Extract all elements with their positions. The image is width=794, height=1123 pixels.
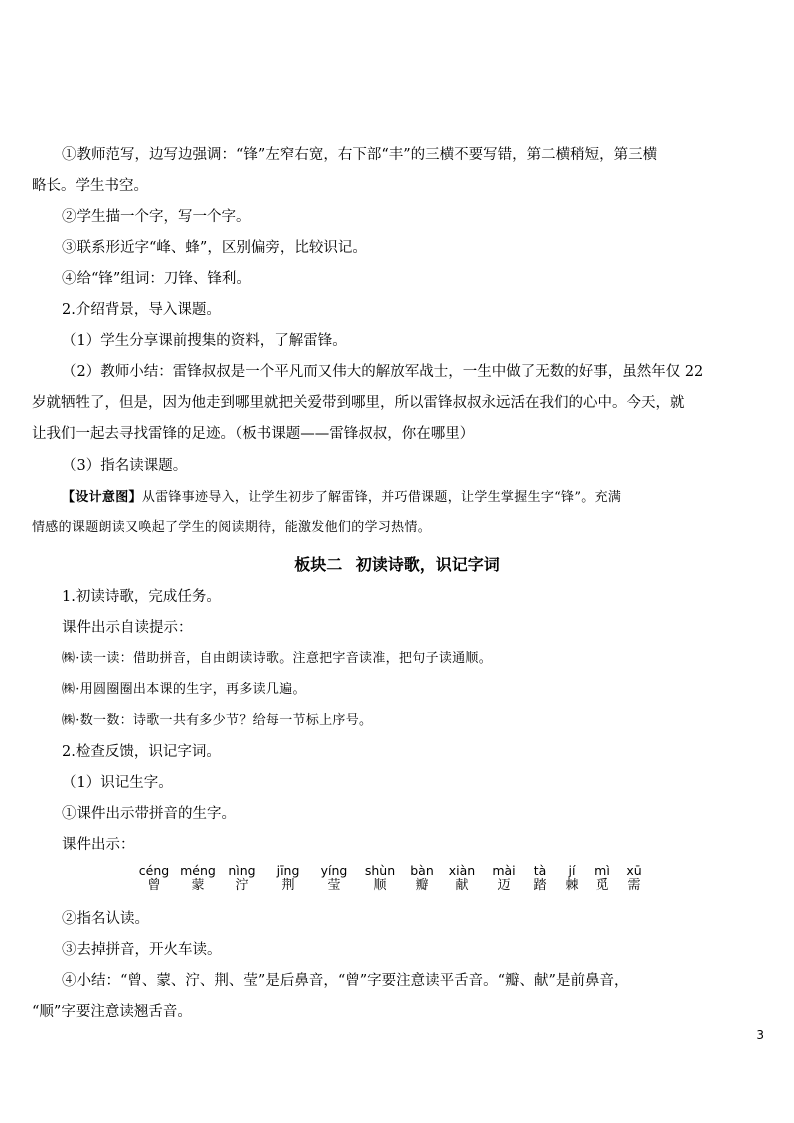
pinyin-character — [358, 864, 402, 893]
character-text: 瓣 — [415, 878, 429, 893]
paragraph-line: 2.介绍背景，导入课题。 — [62, 302, 221, 318]
design-intent-text: 从雷锋事迹导入，让学生初步了解雷锋，并巧借课题，让学生掌握生字“锋”。充满 — [141, 490, 622, 505]
pinyin-text: méng — [180, 863, 216, 878]
page-number: 3 — [756, 1028, 764, 1042]
paragraph-line: （2）教师小结：雷锋叔叔是一个平凡而又伟大的解放军战士，一生中做了无数的好事，虽然年仅 22 — [62, 364, 704, 380]
paragraph-line: ①课件出示带拼音的生字。 — [62, 806, 236, 822]
reading-tip: ㈱·用圆圈圈出本课的生字，再多读几遍。 — [62, 682, 306, 697]
pinyin-character — [400, 864, 444, 893]
pinyin-text: mì — [594, 863, 610, 878]
character-text: 曾 — [147, 878, 161, 893]
paragraph-line: ①教师范写，边写边强调：“锋”左窄右宽，右下部“丰”的三横不要写错，第二横稍短，第三横 — [62, 147, 658, 163]
character-text: 需 — [627, 878, 641, 893]
character-text: 荆 — [281, 878, 295, 893]
pinyin-text: nìng — [228, 863, 256, 878]
section-heading — [0, 552, 794, 575]
pinyin-text: jí — [568, 863, 576, 878]
pinyin-character — [220, 864, 264, 893]
reading-tip: ㈱·数一数：诗歌一共有多少节？给每一节标上序号。 — [62, 713, 373, 728]
character-text: 觅 — [595, 878, 609, 893]
pinyin-character — [440, 864, 484, 893]
paragraph-line: ②指名认读。 — [62, 911, 149, 927]
character-text: 踏 — [533, 878, 547, 893]
paragraph-line: ②学生描一个字，写一个字。 — [62, 209, 251, 225]
paragraph-line: （1）识记生字。 — [62, 775, 173, 791]
pinyin-text: shùn — [364, 863, 396, 878]
paragraph-line: ③联系形近字“峰、蜂”，区别偏旁，比较识记。 — [62, 240, 367, 256]
paragraph-line: 略长。学生书空。 — [32, 178, 148, 194]
paragraph-line: ④小结：“曾、蒙、泞、荆、莹”是后鼻音，“曾”字要注意读平舌音。“瓣、献”是前鼻音， — [62, 973, 629, 989]
pinyin-character — [312, 864, 356, 893]
character-text: 顺 — [373, 878, 387, 893]
pinyin-character — [612, 864, 656, 893]
design-intent-line — [62, 489, 764, 507]
paragraph-line: 课件出示： — [62, 837, 135, 853]
character-text: 献 — [455, 878, 469, 893]
paragraph-line: 岁就牺牲了，但是，因为他走到哪里就把关爱带到哪里，所以雷锋叔叔永远活在我们的心中。今天，就 — [32, 395, 685, 411]
pinyin-text: tà — [533, 863, 547, 878]
paragraph-line: ③去掉拼音，开火车读。 — [62, 942, 222, 958]
design-intent-line: 情感的课题朗读又唤起了学生的阅读期待，能激发他们的学习热情。 — [32, 520, 432, 535]
paragraph-line: 课件出示自读提示： — [62, 620, 193, 636]
pinyin-text: bàn — [410, 863, 434, 878]
paragraph-line: “顺”字要注意读翘舌音。 — [32, 1004, 192, 1020]
pinyin-character — [176, 864, 220, 893]
paragraph-line: 让我们一起去寻找雷锋的足迹。（板书课题——雷锋叔叔，你在哪里） — [32, 426, 475, 442]
pinyin-character — [132, 864, 176, 893]
character-text: 迈 — [497, 878, 511, 893]
character-text: 莹 — [327, 878, 341, 893]
paragraph-line: 1.初读诗歌，完成任务。 — [62, 589, 221, 605]
pinyin-character — [266, 864, 310, 893]
character-text: 蒙 — [191, 878, 205, 893]
character-text: 泞 — [235, 878, 249, 893]
reading-tip: ㈱·读一读：借助拼音，自由朗读诗歌。注意把字音读准，把句子读通顺。 — [62, 651, 493, 666]
character-text: 棘 — [565, 878, 579, 893]
pinyin-text: jīng — [276, 863, 300, 878]
paragraph-line: 2.检查反馈，识记字词。 — [62, 744, 221, 760]
pinyin-text: xū — [626, 863, 642, 878]
section-number: 板块二 — [294, 555, 343, 574]
design-intent-label: 【设计意图】 — [62, 490, 142, 505]
pinyin-text: xiàn — [448, 863, 476, 878]
paragraph-line: ④给“锋”组词：刀锋、锋利。 — [62, 271, 251, 287]
pinyin-text: yíng — [320, 863, 348, 878]
paragraph-line: （1）学生分享课前搜集的资料，了解雷锋。 — [62, 333, 347, 349]
pinyin-text: mài — [492, 863, 516, 878]
paragraph-line: （3）指名读课题。 — [62, 458, 188, 474]
section-title-text: 初读诗歌，识记字词 — [355, 555, 500, 574]
pinyin-text: céng — [138, 863, 170, 878]
